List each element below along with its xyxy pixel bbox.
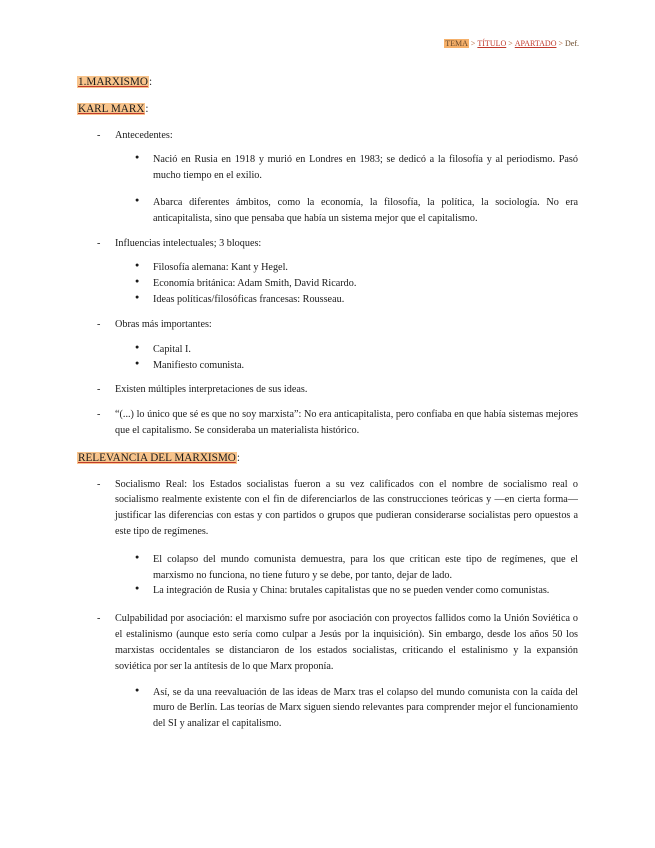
list-item-influencias	[77, 236, 578, 308]
obras-bullets	[115, 342, 578, 374]
list-item-culpabilidad	[77, 611, 578, 732]
socialismo-real-text: - Socialismo Real: los Estados socialistas fueron a su vez calificados con el nombre de socialismo real o socialismo realmente existente con el fin de diferenciarlos de las construcciones teóricas y —en cierta forma— justificar las diferencias con estas y con partidos o grupos que pudieran considerarse socialistas pero opuestos a este tipo de regímenes.	[115, 478, 578, 538]
influencias-bullets	[115, 260, 578, 307]
bullet-item: ● Capital I.	[115, 342, 578, 358]
bullet-item: ● La integración de Rusia y China: brutales capitalistas que no se pueden vender como comunistas.	[115, 583, 578, 599]
culpabilidad-text: - Culpabilidad por asociación: el marxismo sufre por asociación con proyectos fallidos como la Unión Soviética o el estalinismo (aunque esto sería como culpar a Jesús por la inquisición). Sin embargo, desde los años 50 los marxistas occidentales se distanciaron de los estados socialistas, criticando el estalinismo y la expansión soviética por ser la antítesis de lo que Marx proponía.	[115, 613, 578, 672]
heading-colon: :	[148, 76, 153, 88]
list-item-cita	[77, 407, 578, 439]
style-legend	[444, 38, 579, 50]
heading-colon: :	[236, 451, 240, 464]
bullet-item: ● Filosofía alemana: Kant y Hegel.	[115, 260, 578, 276]
socialismo-real-bullets	[115, 552, 578, 599]
legend-apartado: APARTADO	[514, 39, 557, 48]
influencias-label: - Influencias intelectuales; 3 bloques:	[115, 237, 262, 249]
bullet-item: ● Nació en Rusia en 1918 y murió en Londres en 1983; se dedicó a la filosofía y al periodismo. Pasó mucho tiempo en el exilio.	[115, 152, 578, 184]
legend-separator: >	[558, 39, 563, 48]
bullet-item: ● Abarca diferentes ámbitos, como la economía, la filosofía, la política, la sociología. No era anticapitalista, sino que pensaba que había un sistema mejor que el capitalismo.	[115, 195, 578, 227]
relevancia-heading	[77, 450, 578, 467]
list-item-antecedentes	[77, 128, 578, 227]
list-item-obras	[77, 317, 578, 373]
bullet-item: ● Ideas políticas/filosóficas francesas: Rousseau.	[115, 292, 578, 308]
karl-marx-heading	[77, 101, 578, 118]
legend-separator: >	[508, 39, 513, 48]
culpabilidad-bullets	[115, 685, 578, 732]
antecedentes-bullets	[115, 152, 578, 226]
heading-colon: :	[145, 102, 149, 115]
obras-label: - Obras más importantes:	[115, 318, 212, 330]
interpretaciones-text: - Existen múltiples interpretaciones de sus ideas.	[115, 384, 308, 396]
bullet-item: ● Economía británica: Adam Smith, David Ricardo.	[115, 276, 578, 292]
legend-def: Def.	[565, 39, 579, 48]
karl-marx-list	[77, 128, 578, 439]
list-item-interpretaciones	[77, 382, 578, 398]
relevancia-list	[77, 477, 578, 732]
karl-marx-heading-text: KARL MARX	[78, 102, 145, 115]
legend-titulo: TÍTULO	[477, 39, 507, 48]
cita-text: - “(...) lo único que sé es que no soy marxista”: No era anticapitalista, pero confiaba en que había sistemas mejores que el capitalismo. Se consideraba un materialista histórico.	[115, 409, 578, 436]
list-item-socialismo-real	[77, 477, 578, 600]
antecedentes-label: - Antecedentes:	[115, 129, 173, 141]
main-heading-text: 1.MARXISMO	[78, 76, 148, 88]
legend-tema: TEMA	[445, 39, 468, 48]
legend-separator: >	[470, 39, 476, 48]
document-body	[77, 74, 578, 741]
bullet-item: ● Manifiesto comunista.	[115, 358, 578, 374]
main-heading	[77, 74, 578, 91]
bullet-item: ● Así, se da una reevaluación de las ideas de Marx tras el colapso del mundo comunista con la caída del muro de Berlín. Las teorías de Marx siguen siendo relevantes para comprender mejor el funcionamiento del SI y analizar el capitalismo.	[115, 685, 578, 732]
bullet-item: ● El colapso del mundo comunista demuestra, para los que critican este tipo de regímenes, que el marxismo no funciona, no tiene futuro y se debe, por tanto, dejar de lado.	[115, 552, 578, 584]
relevancia-heading-text: RELEVANCIA DEL MARXISMO	[78, 451, 236, 464]
